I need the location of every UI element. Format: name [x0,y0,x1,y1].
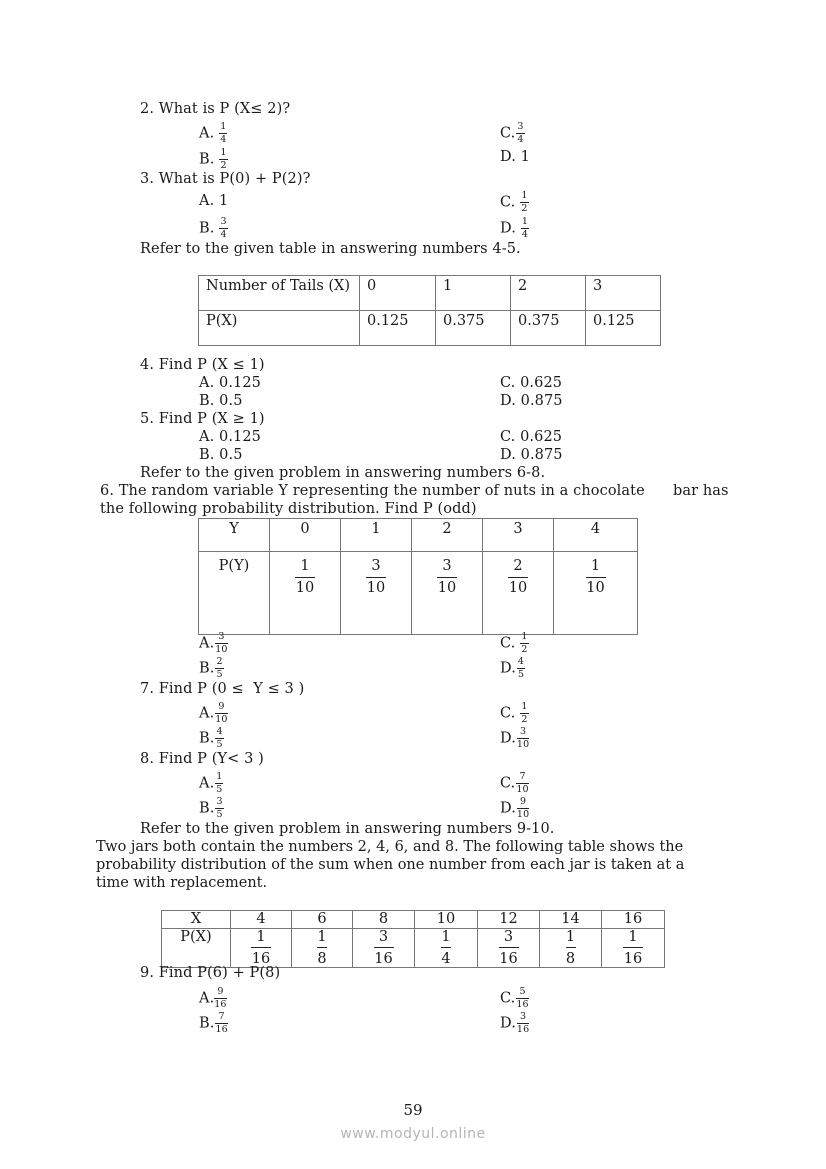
sum-probability-table [161,910,665,968]
q3-option-c: C. $\frac{1}{2}$ [500,190,528,214]
table-cell: 0 [270,519,341,552]
question-6-line-2: the following probability distribution. Find P (odd) [100,501,477,517]
table-row [199,552,638,635]
table-header-row [199,276,661,311]
question-6-line-1: 6. The random variable Y representing the number of nuts in a chocolate bar has [100,483,729,499]
table-row [199,311,661,346]
table-cell: $\frac{3}{10}$ [412,552,483,635]
table-cell: 1 [436,276,511,311]
q7-option-d: D. $\frac{3}{10}$ [500,726,530,750]
table-cell: 3 [483,519,554,552]
table-cell: 0.125 [360,311,436,346]
table-cell: $\frac{1}{10}$ [554,552,638,635]
q8-option-d: D. $\frac{9}{10}$ [500,796,530,820]
watermark: www.modyul.online [340,1126,486,1142]
table-cell: $\frac{1}{16}$ [231,929,292,968]
table-cell: 2 [412,519,483,552]
table-cell: $\frac{3}{16}$ [353,929,415,968]
table-cell: P(X) [199,311,360,346]
q8-option-a: A. $\frac{1}{5}$ [199,771,223,795]
q8-option-c: C. $\frac{7}{10}$ [500,771,529,795]
q5-option-c: C. 0.625 [500,429,563,445]
table-cell: $\frac{3}{16}$ [478,929,540,968]
q7-option-b: B. $\frac{4}{5}$ [199,726,223,750]
table-cell: Y [199,519,270,552]
q6-option-a: A. $\frac{3}{10}$ [199,631,228,655]
table-cell: 2 [511,276,586,311]
table-cell: 1 [341,519,412,552]
q3-option-b: B. $\frac{3}{4}$ [199,216,227,240]
table-cell: 4 [554,519,638,552]
question-5: 5. Find P (X ≥ 1) [140,411,265,427]
q5-option-d: D. 0.875 [500,447,563,463]
table-cell: $\frac{1}{4}$ [415,929,478,968]
question-8: 8. Find P (Y< 3 ) [140,751,264,767]
table-cell: 12 [478,911,540,929]
tails-probability-table [198,275,661,346]
q3-option-d: D. $\frac{1}{4}$ [500,216,529,240]
q6-option-d: D. $\frac{4}{5}$ [500,656,525,680]
table-cell: 3 [586,276,661,311]
table-cell: P(X) [162,929,231,968]
q9-option-b: B. $\frac{7}{16}$ [199,1011,228,1035]
table-cell: 8 [353,911,415,929]
table-cell: $\frac{1}{8}$ [540,929,602,968]
q3-option-a: A. 1 [199,193,229,209]
table-header-row [199,519,638,552]
q4-option-d: D. 0.875 [500,393,563,409]
table-cell: $\frac{2}{10}$ [483,552,554,635]
table-cell: P(Y) [199,552,270,635]
q9-option-c: C. $\frac{5}{16}$ [500,986,529,1010]
table-cell: 4 [231,911,292,929]
q5-option-b: B. 0.5 [199,447,243,463]
instruction-4-5: Refer to the given table in answering numbers 4-5. [140,241,521,257]
table-cell: 10 [415,911,478,929]
q2-option-d: D. 1 [500,149,530,165]
q4-option-b: B. 0.5 [199,393,243,409]
q8-option-b: B. $\frac{3}{5}$ [199,796,223,820]
q2-option-b: B. $\frac{1}{2}$ [199,147,227,171]
nuts-probability-table [198,518,638,635]
q9-option-d: D. $\frac{3}{16}$ [500,1011,530,1035]
table-cell: 14 [540,911,602,929]
table-cell: $\frac{1}{16}$ [602,929,665,968]
question-2: 2. What is P (X≤ 2)? [140,101,291,117]
table-cell: 0 [360,276,436,311]
table-cell: $\frac{3}{10}$ [341,552,412,635]
q7-option-a: A. $\frac{9}{10}$ [199,701,228,725]
table-cell: 16 [602,911,665,929]
q5-option-a: A. 0.125 [199,429,262,445]
question-4: 4. Find P (X ≤ 1) [140,357,265,373]
q2-option-a: A. $\frac{1}{4}$ [199,121,227,145]
q7-option-c: C. $\frac{1}{2}$ [500,701,528,725]
question-9: 9. Find P(6) + P(8) [140,965,281,981]
question-7: 7. Find P (0 ≤ Y ≤ 3 ) [140,681,305,697]
q6-option-c: C. $\frac{1}{2}$ [500,631,528,655]
table-row [162,929,665,968]
table-cell: X [162,911,231,929]
table-cell: Number of Tails (X) [199,276,360,311]
table-cell: 6 [292,911,353,929]
q9-option-a: A. $\frac{9}{16}$ [199,986,227,1010]
table-cell: 0.375 [511,311,586,346]
q4-option-a: A. 0.125 [199,375,262,391]
table-header-row [162,911,665,929]
jars-problem-paragraph: Two jars both contain the numbers 2, 4, 6, and 8. The following table shows the probability distribution of the sum when one number from each jar is taken at a time with replacement. [96,839,685,891]
q4-option-c: C. 0.625 [500,375,563,391]
page-number: 59 [403,1101,423,1119]
instruction-6-8: Refer to the given problem in answering numbers 6-8. [140,465,546,481]
instruction-9-10: Refer to the given problem in answering numbers 9-10. [140,821,555,837]
question-3: 3. What is P(0) + P(2)? [140,171,311,187]
q2-option-c: C. $\frac{3}{4}$ [500,121,524,145]
table-cell: $\frac{1}{8}$ [292,929,353,968]
table-cell: 0.375 [436,311,511,346]
table-cell: 0.125 [586,311,661,346]
q6-option-b: B. $\frac{2}{5}$ [199,656,223,680]
table-cell: $\frac{1}{10}$ [270,552,341,635]
